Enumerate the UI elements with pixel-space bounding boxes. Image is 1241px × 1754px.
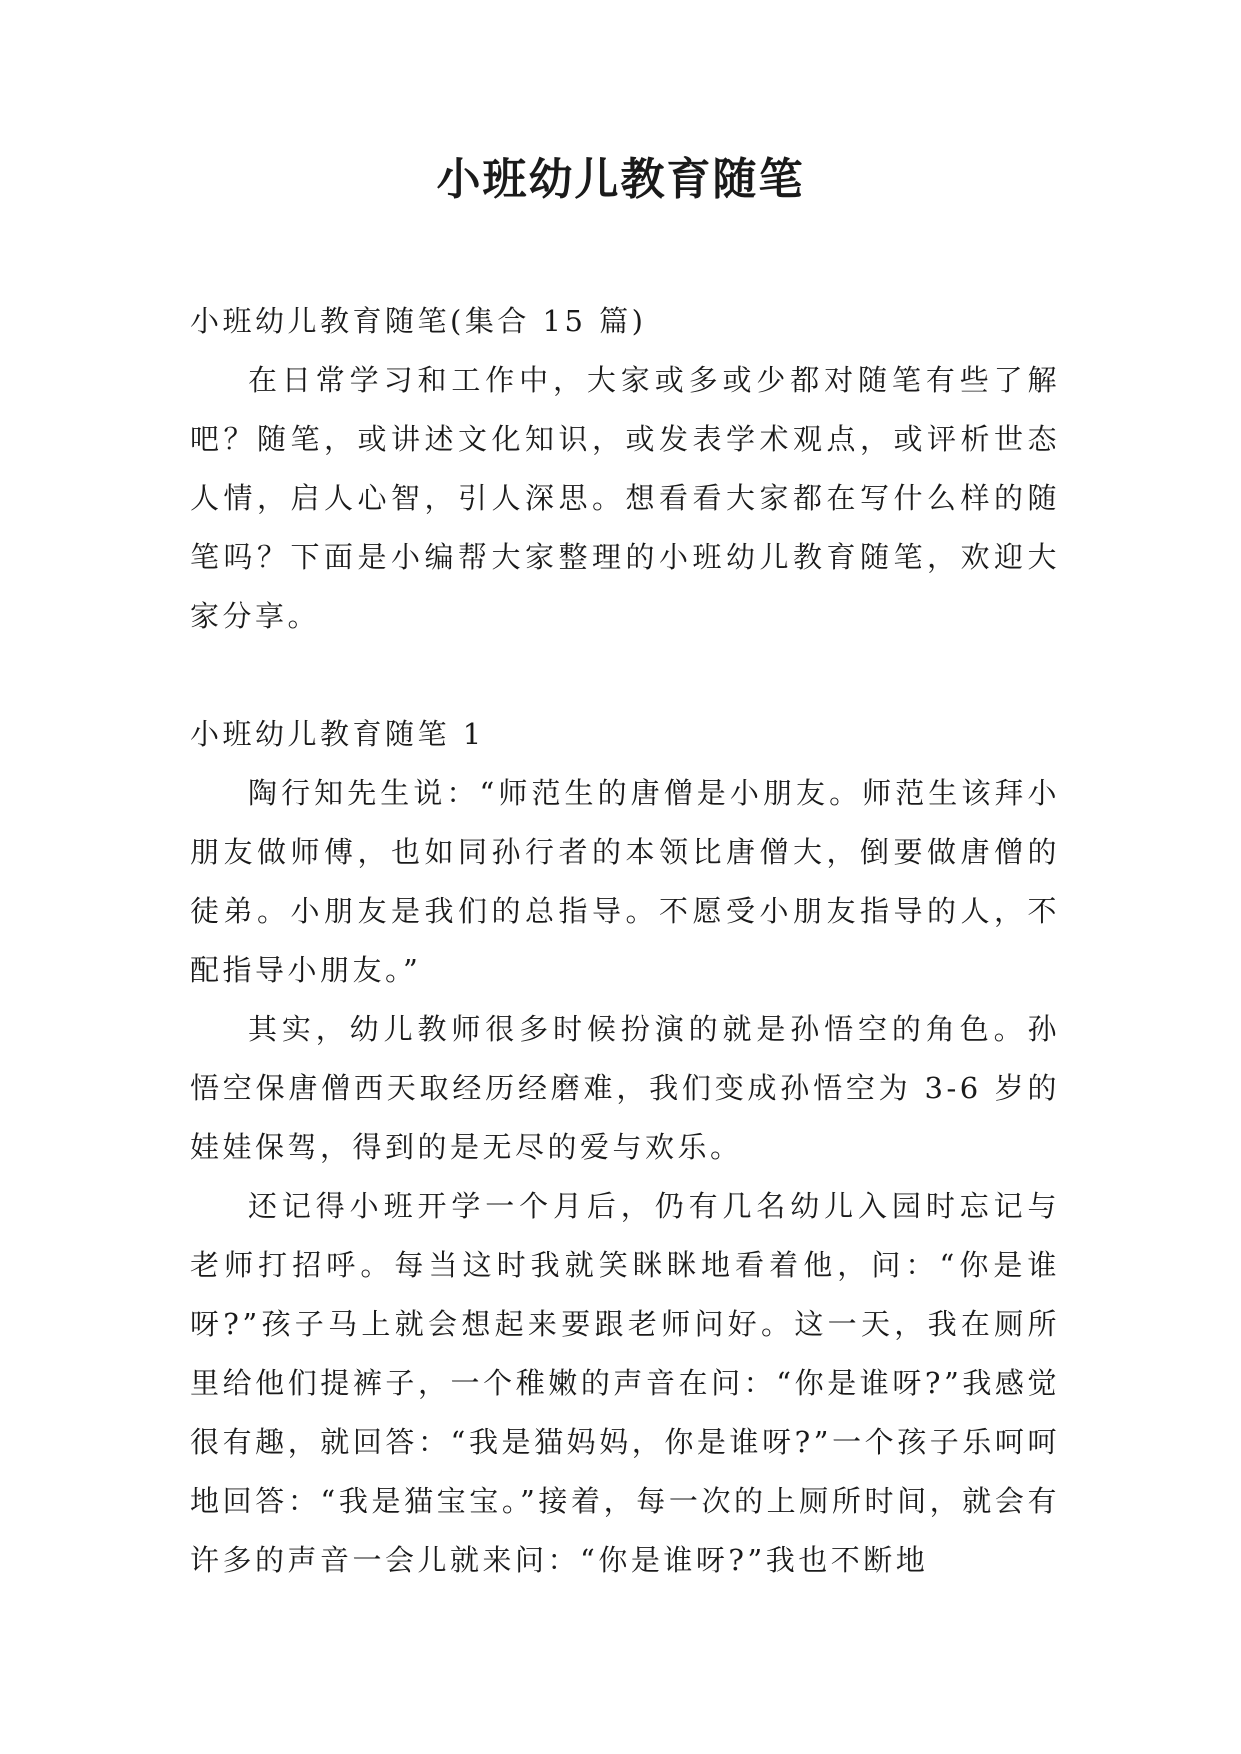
document-body (190, 292, 1060, 1590)
body-paragraph: 其实，幼儿教师很多时候扮演的就是孙悟空的角色。孙悟空保唐僧西天取经历经磨难，我们变成孙悟空为 3-6 岁的娃娃保驾，得到的是无尽的爱与欢乐。 (190, 1012, 1060, 1164)
body-paragraph: 还记得小班开学一个月后，仍有几名幼儿入园时忘记与老师打招呼。每当这时我就笑眯眯地看着他，问：“你是谁呀?”孩子马上就会想起来要跟老师问好。这一天，我在厕所里给他们提裤子，一个稚嫩的声音在问：“你是谁呀?”我感觉很有趣，就回答：“我是猫妈妈，你是谁呀?”一个孩子乐呵呵地回答：“我是猫宝宝。”接着，每一次的上厕所时间，就会有许多的声音一会儿就来问：“你是谁呀?”我也不断地 (190, 1189, 1060, 1577)
section-heading: 小班幼儿教育随笔 1 (190, 717, 485, 751)
intro-paragraph: 在日常学习和工作中，大家或多或少都对随笔有些了解吧？随笔，或讲述文化知识，或发表学术观点，或评析世态人情，启人心智，引人深思。想看看大家都在写什么样的随笔吗？下面是小编帮大家整理的小班幼儿教育随笔，欢迎大家分享。 (190, 363, 1060, 633)
collection-subtitle: 小班幼儿教育随笔(集合 15 篇) (190, 304, 647, 338)
section-spacer (190, 646, 1060, 705)
body-paragraph: 陶行知先生说：“师范生的唐僧是小朋友。师范生该拜小朋友做师傅，也如同孙行者的本领比唐僧大，倒要做唐僧的徒弟。小朋友是我们的总指导。不愿受小朋友指导的人，不配指导小朋友。” (190, 776, 1060, 987)
page-title: 小班幼儿教育随笔 (436, 154, 805, 205)
